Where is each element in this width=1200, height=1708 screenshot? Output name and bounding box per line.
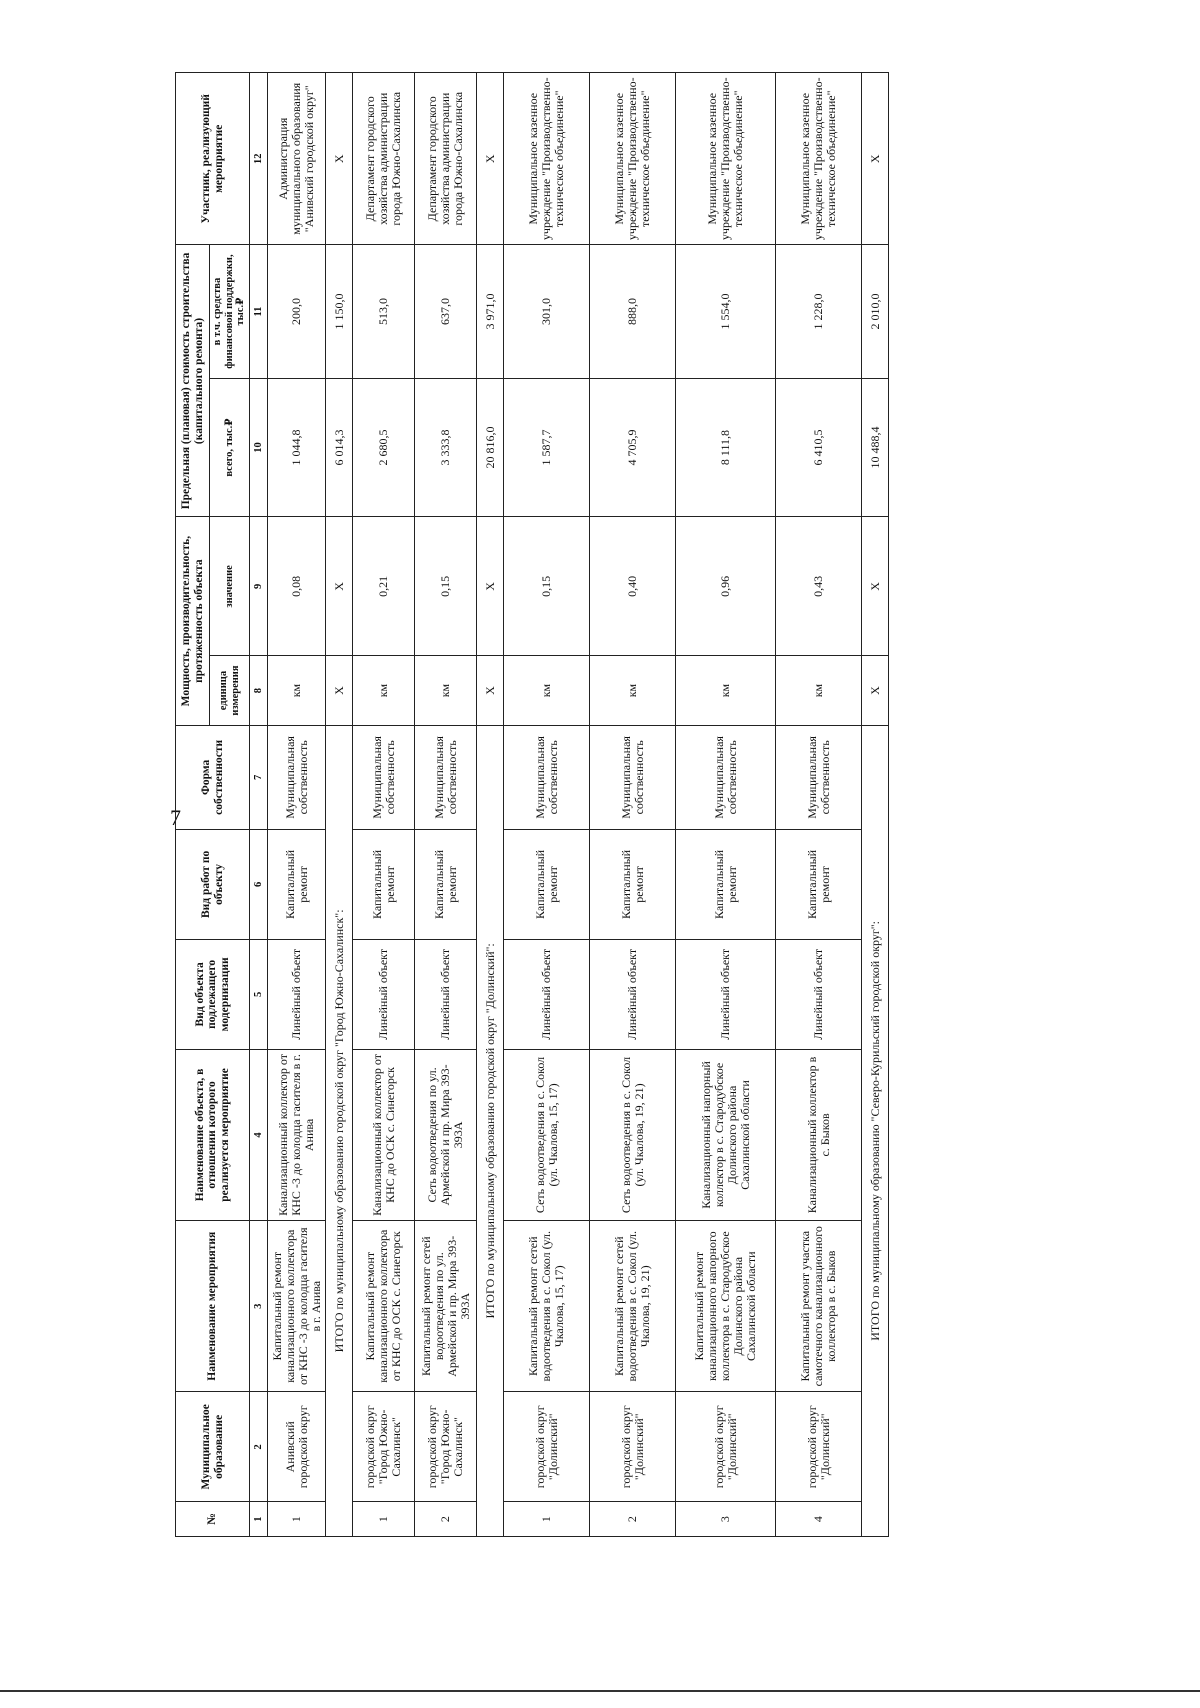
cell-work: Капитальный ремонт	[353, 829, 415, 939]
column-number: 10	[250, 378, 268, 517]
cell-ownership: Муниципальная собственность	[268, 725, 326, 829]
cell-unit: км	[268, 656, 326, 725]
cell-municipality: Анивский городской округ	[268, 1392, 326, 1502]
cell-work: Капитальный ремонт	[590, 829, 676, 939]
cell-ownership: Муниципальная собственность	[676, 725, 776, 829]
cell-event: Капитальный ремонт канализационного коллектора от КНС до ОСК с. Синегорск	[353, 1221, 415, 1392]
column-number: 4	[250, 1049, 268, 1220]
cell-municipality: городской округ "Город Южно-Сахалинск"	[353, 1392, 415, 1502]
column-number-row	[250, 73, 268, 1537]
cell-ownership: Муниципальная собственность	[776, 725, 862, 829]
cell-cost-total: 8 111,8	[676, 378, 776, 517]
cell-cost-support: 888,0	[590, 245, 676, 378]
column-number: 11	[250, 245, 268, 378]
cell-event: Капитальный ремонт сетей водоотведения в с. Сокол (ул. Чкалова, 19, 21)	[590, 1221, 676, 1392]
cell-cost-total: 3 333,8	[415, 378, 477, 517]
page-number: 7	[170, 805, 181, 830]
cell-participant: Муниципальное казенное учреждение "Производственно-техническое объединение"	[676, 73, 776, 246]
header-cost-total: всего, тыс.₽	[210, 378, 250, 517]
cell-object-type: Линейный объект	[353, 939, 415, 1049]
column-number: 6	[250, 829, 268, 939]
header-work-type: Вид работ по объекту	[176, 829, 250, 939]
cell-no: 3	[676, 1502, 776, 1537]
total-unit: Х	[862, 656, 889, 725]
cell-work: Капитальный ремонт	[504, 829, 590, 939]
cell-ownership: Муниципальная собственность	[415, 725, 477, 829]
cell-ownership: Муниципальная собственность	[504, 725, 590, 829]
cell-unit: км	[590, 656, 676, 725]
cell-no: 1	[504, 1502, 590, 1537]
column-number: 9	[250, 517, 268, 656]
cell-event: Капитальный ремонт сетей водоотведения в с. Сокол (ул. Чкалова, 15, 17)	[504, 1221, 590, 1392]
cell-object: Канализационный напорный коллектор в с. Стародубское Долинского района Сахалинской области	[676, 1049, 776, 1220]
cell-work: Капитальный ремонт	[776, 829, 862, 939]
rotated-table-container	[175, 72, 1015, 1537]
cell-unit: км	[415, 656, 477, 725]
column-number: 12	[250, 73, 268, 246]
column-number: 3	[250, 1221, 268, 1392]
cell-participant: Департамент городского хозяйства администрации города Южно-Сахалинска	[353, 73, 415, 246]
total-participant: Х	[477, 73, 504, 246]
cell-work: Капитальный ремонт	[415, 829, 477, 939]
cell-cost-support: 200,0	[268, 245, 326, 378]
cell-object: Канализационный коллектор в с. Быков	[776, 1049, 862, 1220]
cell-cost-total: 4 705,9	[590, 378, 676, 517]
header-capacity-group: Мощность, производительность, протяженность объекта	[176, 517, 210, 725]
column-number: 8	[250, 656, 268, 725]
table-row	[504, 73, 590, 1537]
cell-municipality: городской округ "Долинский"	[590, 1392, 676, 1502]
cell-participant: Департамент городского хозяйства администрации города Южно-Сахалинска	[415, 73, 477, 246]
cell-cost-support: 637,0	[415, 245, 477, 378]
total-participant: Х	[862, 73, 889, 246]
total-cost-support: 2 010,0	[862, 245, 889, 378]
cell-participant: Муниципальное казенное учреждение "Производственно-техническое объединение"	[776, 73, 862, 246]
cell-object-type: Линейный объект	[268, 939, 326, 1049]
cell-no: 4	[776, 1502, 862, 1537]
total-value: Х	[862, 517, 889, 656]
total-label: ИТОГО по муниципальному образованию городской округ "Город Южно-Сахалинск":	[326, 725, 353, 1536]
cell-municipality: городской округ "Долинский"	[504, 1392, 590, 1502]
cell-participant: Муниципальное казенное учреждение "Производственно-техническое объединение"	[504, 73, 590, 246]
cell-municipality: городской округ "Долинский"	[776, 1392, 862, 1502]
cell-value: 0,08	[268, 517, 326, 656]
table-row	[590, 73, 676, 1537]
cell-object: Сеть водоотведения в с. Сокол (ул. Чкалова, 15, 17)	[504, 1049, 590, 1220]
column-number: 7	[250, 725, 268, 829]
cell-event: Капитальный ремонт сетей водоотведения по ул. Армейской и пр. Мира 393-393А	[415, 1221, 477, 1392]
cell-no: 1	[268, 1502, 326, 1537]
table-row	[268, 73, 326, 1537]
cell-ownership: Муниципальная собственность	[590, 725, 676, 829]
column-number: 5	[250, 939, 268, 1049]
cell-object: Сеть водоотведения по ул. Армейской и пр. Мира 393-393А	[415, 1049, 477, 1220]
cell-value: 0,21	[353, 517, 415, 656]
header-unit: единица измерения	[210, 656, 250, 725]
header-object-type: Вид объекта подлежащего модернизации	[176, 939, 250, 1049]
cell-no: 2	[590, 1502, 676, 1537]
header-object-name: Наименование объекта, в отношении которого реализуется мероприятие	[176, 1049, 250, 1220]
cell-no: 2	[415, 1502, 477, 1537]
header-municipality: Муниципальное образование	[176, 1392, 250, 1502]
scan-edge-line	[0, 1690, 1200, 1692]
cell-object-type: Линейный объект	[776, 939, 862, 1049]
cell-work: Капитальный ремонт	[268, 829, 326, 939]
total-label: ИТОГО по муниципальному образованию городской округ "Долинский":	[477, 725, 504, 1536]
table-row	[676, 73, 776, 1537]
cell-event: Капитальный ремонт канализационного напорного коллектора в с. Стародубское Долинского района Сахалинской области	[676, 1221, 776, 1392]
total-cost-support: 3 971,0	[477, 245, 504, 378]
cell-unit: км	[676, 656, 776, 725]
cell-event: Капитальный ремонт участка самотечного канализационного коллектора в с. Быков	[776, 1221, 862, 1392]
total-cost-total: 6 014,3	[326, 378, 353, 517]
total-cost-total: 10 488,4	[862, 378, 889, 517]
cell-object: Канализационный коллектор от КНС до ОСК с. Синегорск	[353, 1049, 415, 1220]
header-event-name: Наименование мероприятия	[176, 1221, 250, 1392]
total-value: Х	[477, 517, 504, 656]
total-row	[477, 73, 504, 1537]
cell-value: 0,40	[590, 517, 676, 656]
column-number: 1	[250, 1502, 268, 1537]
cell-participant: Муниципальное казенное учреждение "Производственно-техническое объединение"	[590, 73, 676, 246]
header-no: №	[176, 1502, 250, 1537]
header-cost-support: в т.ч. средства финансовой поддержки, тыс.₽	[210, 245, 250, 378]
total-unit: Х	[326, 656, 353, 725]
cell-object-type: Линейный объект	[504, 939, 590, 1049]
cell-cost-support: 1 554,0	[676, 245, 776, 378]
cell-object-type: Линейный объект	[415, 939, 477, 1049]
cell-no: 1	[353, 1502, 415, 1537]
cell-cost-total: 1 044,8	[268, 378, 326, 517]
header-ownership: Форма собственности	[176, 725, 250, 829]
cell-object-type: Линейный объект	[676, 939, 776, 1049]
total-value: Х	[326, 517, 353, 656]
total-row	[862, 73, 889, 1537]
cell-cost-support: 513,0	[353, 245, 415, 378]
total-participant: Х	[326, 73, 353, 246]
total-row	[326, 73, 353, 1537]
cell-unit: км	[504, 656, 590, 725]
table-row	[776, 73, 862, 1537]
cell-participant: Администрация муниципального образования "Анивский городской округ"	[268, 73, 326, 246]
table-row	[353, 73, 415, 1537]
total-label: ИТОГО по муниципальному образованию "Северо-Курильский городской округ":	[862, 725, 889, 1536]
cell-value: 0,15	[415, 517, 477, 656]
cell-cost-total: 6 410,5	[776, 378, 862, 517]
cell-cost-total: 2 680,5	[353, 378, 415, 517]
total-cost-total: 20 816,0	[477, 378, 504, 517]
table-row	[415, 73, 477, 1537]
cell-object-type: Линейный объект	[590, 939, 676, 1049]
cell-object: Канализационный коллектор от КНС -3 до колодца гасителя в г. Анива	[268, 1049, 326, 1220]
header-value: значение	[210, 517, 250, 656]
cell-municipality: городской округ "Город Южно-Сахалинск"	[415, 1392, 477, 1502]
cell-municipality: городской округ "Долинский"	[676, 1392, 776, 1502]
cell-work: Капитальный ремонт	[676, 829, 776, 939]
header-participant: Участник, реализующий мероприятие	[176, 73, 250, 246]
total-unit: Х	[477, 656, 504, 725]
cell-object: Сеть водоотведения в с. Сокол (ул. Чкалова, 19, 21)	[590, 1049, 676, 1220]
capital-repair-table	[175, 72, 889, 1537]
column-number: 2	[250, 1392, 268, 1502]
cell-unit: км	[776, 656, 862, 725]
cell-unit: км	[353, 656, 415, 725]
total-cost-support: 1 150,0	[326, 245, 353, 378]
cell-cost-total: 1 587,7	[504, 378, 590, 517]
cell-cost-support: 301,0	[504, 245, 590, 378]
cell-event: Капитальный ремонт канализационного коллектора от КНС -3 до колодца гасителя в г. Анива	[268, 1221, 326, 1392]
header-cost-group: Предельная (плановая) стоимость строительства (капитального ремонта)	[176, 245, 210, 517]
cell-value: 0,43	[776, 517, 862, 656]
cell-cost-support: 1 228,0	[776, 245, 862, 378]
cell-value: 0,15	[504, 517, 590, 656]
cell-ownership: Муниципальная собственность	[353, 725, 415, 829]
cell-value: 0,96	[676, 517, 776, 656]
